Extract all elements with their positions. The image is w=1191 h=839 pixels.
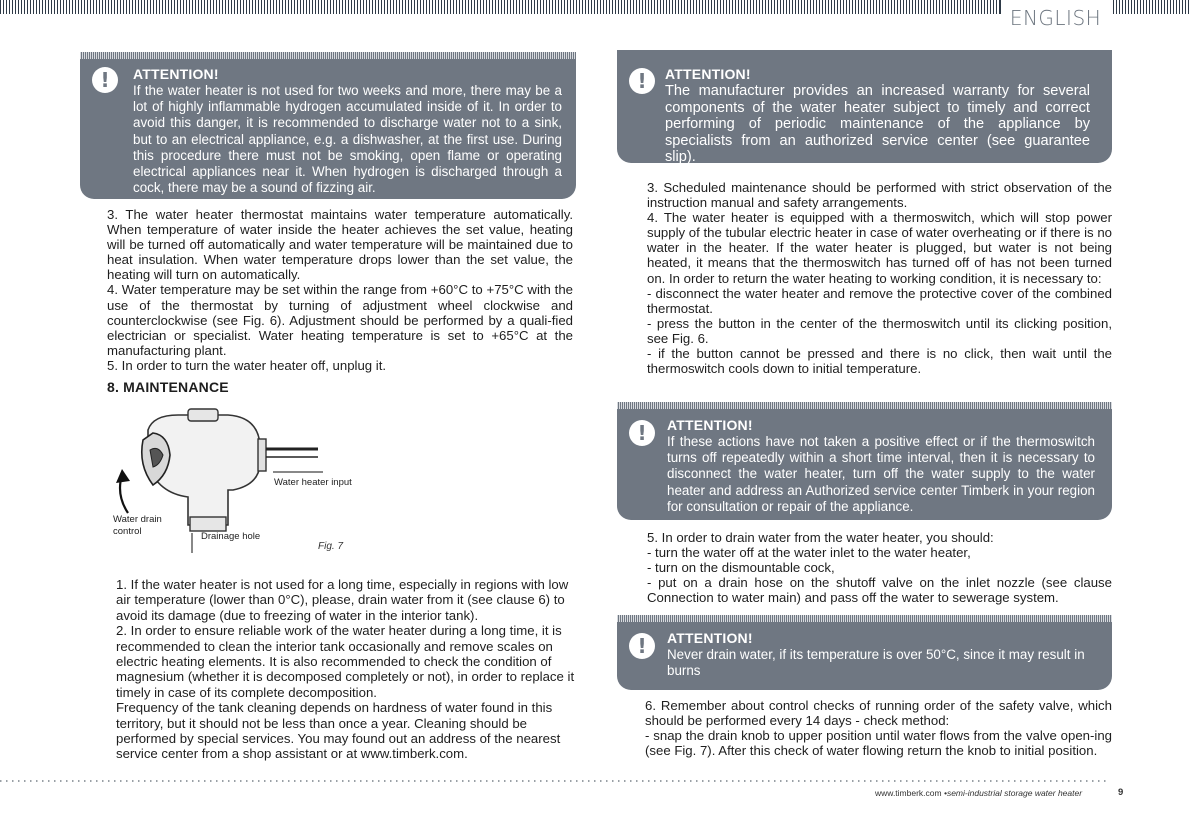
- language-tab: [999, 0, 1112, 32]
- paragraph: - snap the drain knob to upper position until water flows from the valve open-ing (see Fig. 7). After this check of water flowing return the knob to initial position.: [645, 728, 1112, 759]
- label-water-heater-input: Water heater input: [274, 477, 352, 488]
- attention-box-warranty: [617, 50, 1112, 166]
- warning-icon: !: [629, 68, 655, 94]
- section-title: 8. MAINTENANCE: [107, 379, 229, 395]
- paragraph: - disconnect the water heater and remove the protective cover of the combined thermostat.: [647, 285, 1112, 316]
- attention-box-service: [617, 402, 1112, 520]
- attention-stripe: [617, 615, 1112, 622]
- maintenance-text: [116, 577, 579, 762]
- paragraph: 2. In order to ensure reliable work of the water heater during a long time, it is recommended to clean the interior tank occasionally and remove scales on electric heating elements. It is also recommended to check the condition of magnesium (whether it is decomposed completely or not), in order to replace it timely in case of its complete decomposition.: [116, 623, 575, 700]
- attention-title: ATTENTION!: [667, 630, 753, 646]
- attention-text: Never drain water, if its temperature is over 50°C, since it may result in burns: [667, 647, 1085, 679]
- attention-text: The manufacturer provides an increased warranty for several components of the water heater subject to timely and correct performing of periodic maintenance of the appliance by specialists from an authorized service center (see guarantee slip).: [665, 83, 1090, 166]
- attention-title: ATTENTION!: [667, 417, 753, 433]
- footer-dotted-rule: [0, 780, 1110, 782]
- language-label: ENGLISH: [1009, 6, 1102, 30]
- maintenance-thermoswitch-text: [647, 180, 1112, 376]
- label-drainage-hole: Drainage hole: [201, 531, 261, 542]
- paragraph: 5. In order to drain water from the water heater, you should:: [647, 530, 994, 545]
- paragraph: 5. In order to turn the water heater off, unplug it.: [107, 357, 387, 373]
- label-drain-control-line1: Water drain: [113, 514, 162, 525]
- attention-box-burns: [617, 615, 1112, 690]
- drain-instructions-text: [647, 530, 1112, 605]
- page-number: 9: [1118, 787, 1124, 798]
- paragraph: - if the button cannot be pressed and there is no click, then wait until the thermoswitch cools down to initial temperature.: [647, 346, 1112, 377]
- paragraph: 6. Remember about control checks of running order of the safety valve, which should be performed every 14 days - check method:: [645, 698, 1112, 729]
- safety-valve-text: [645, 698, 1112, 758]
- footer-text: [875, 788, 1082, 798]
- attention-title: ATTENTION!: [665, 66, 751, 82]
- paragraph: - press the button in the center of the thermoswitch until its clicking position, see Fig. 6.: [647, 315, 1112, 346]
- paragraph: 4. The water heater is equipped with a thermoswitch, which will stop power supply of the tubular electric heater in case of water overheating or if there is no water in the heater. If the water heater is plugged, but water is not being heated, it means that the thermoswitch has turned off of has not been turned on. In order to return the water heating to working condition, it is necessary to:: [647, 210, 1112, 286]
- attention-text: If the water heater is not used for two weeks and more, there may be a lot of highly inflammable hydrogen accumulated inside of it. In order to avoid this danger, it is recommended to discharge water not to a sink, but to an electrical appliance, e.g. a dishwasher, at the first use. During this procedure there must not be smoking, open flame or operating electrical appliances near it. When hydrogen is discharged through a cock, there may be a sound of fizzing air.: [133, 83, 562, 196]
- attention-title: ATTENTION!: [133, 66, 219, 82]
- paragraph: - turn on the dismountable cock,: [647, 560, 835, 576]
- thermostat-text: [107, 207, 573, 373]
- footer-url[interactable]: www.timberk.com: [875, 788, 942, 798]
- paragraph: 1. If the water heater is not used for a long time, especially in regions with low air temperature (lower than 0°C), please, drain water from it (see clause 6) to avoid its damage (due to freezing of water in the interior tank).: [116, 577, 569, 623]
- figure-caption: Fig. 7: [318, 541, 344, 552]
- paragraph: Frequency of the tank cleaning depends on hardness of water found in this territory, but it should not be less than once a year. Cleaning should be performed by special services. You may found out an address of the nearest service center from a shop assistant or at www.timberk.com.: [116, 700, 561, 762]
- attention-text: If these actions have not taken a positive effect or if the thermoswitch turns off repeatedly within a short time interval, then it is necessary to disconnect the water heater, turn off the water supply to the water heater and address an Authorized service center Timberk in your region for consultation or repair of the appliance.: [667, 434, 1095, 514]
- paragraph: 4. Water temperature may be set within the range from +60°C to +75°C with the use of the thermostat by turning of adjustment wheel clockwise and counterclockwise (see Fig. 6). Adjustment should be performed by a quali-fied electrician or specialist. Water heating temperature is set to +65°C at the manufacturing plant.: [107, 282, 573, 358]
- warning-icon: !: [629, 633, 655, 659]
- attention-stripe: [80, 52, 576, 59]
- attention-box-hydrogen: [80, 52, 576, 199]
- warning-icon: !: [629, 420, 655, 446]
- paragraph: 3. The water heater thermostat maintains water temperature automatically. When temperature of water inside the heater achieves the set value, heating will be turned off automatically and water temperature will be maintained due to heat insulation. When water temperature drops lower than the set value, the heating will turn on automatically.: [107, 207, 573, 283]
- attention-stripe: [617, 402, 1112, 409]
- paragraph: - turn the water off at the water inlet to the water heater,: [647, 545, 971, 561]
- paragraph: - put on a drain hose on the shutoff valve on the inlet nozzle (see clause Connection to water main) and pass off the water to sewerage system.: [647, 575, 1112, 606]
- warning-icon: !: [92, 67, 118, 93]
- label-drain-control-line2: control: [113, 526, 142, 537]
- footer-description: •semi-industrial storage water heater: [943, 788, 1083, 798]
- paragraph: 3. Scheduled maintenance should be performed with strict observation of the instruction manual and safety arrangements.: [647, 180, 1112, 211]
